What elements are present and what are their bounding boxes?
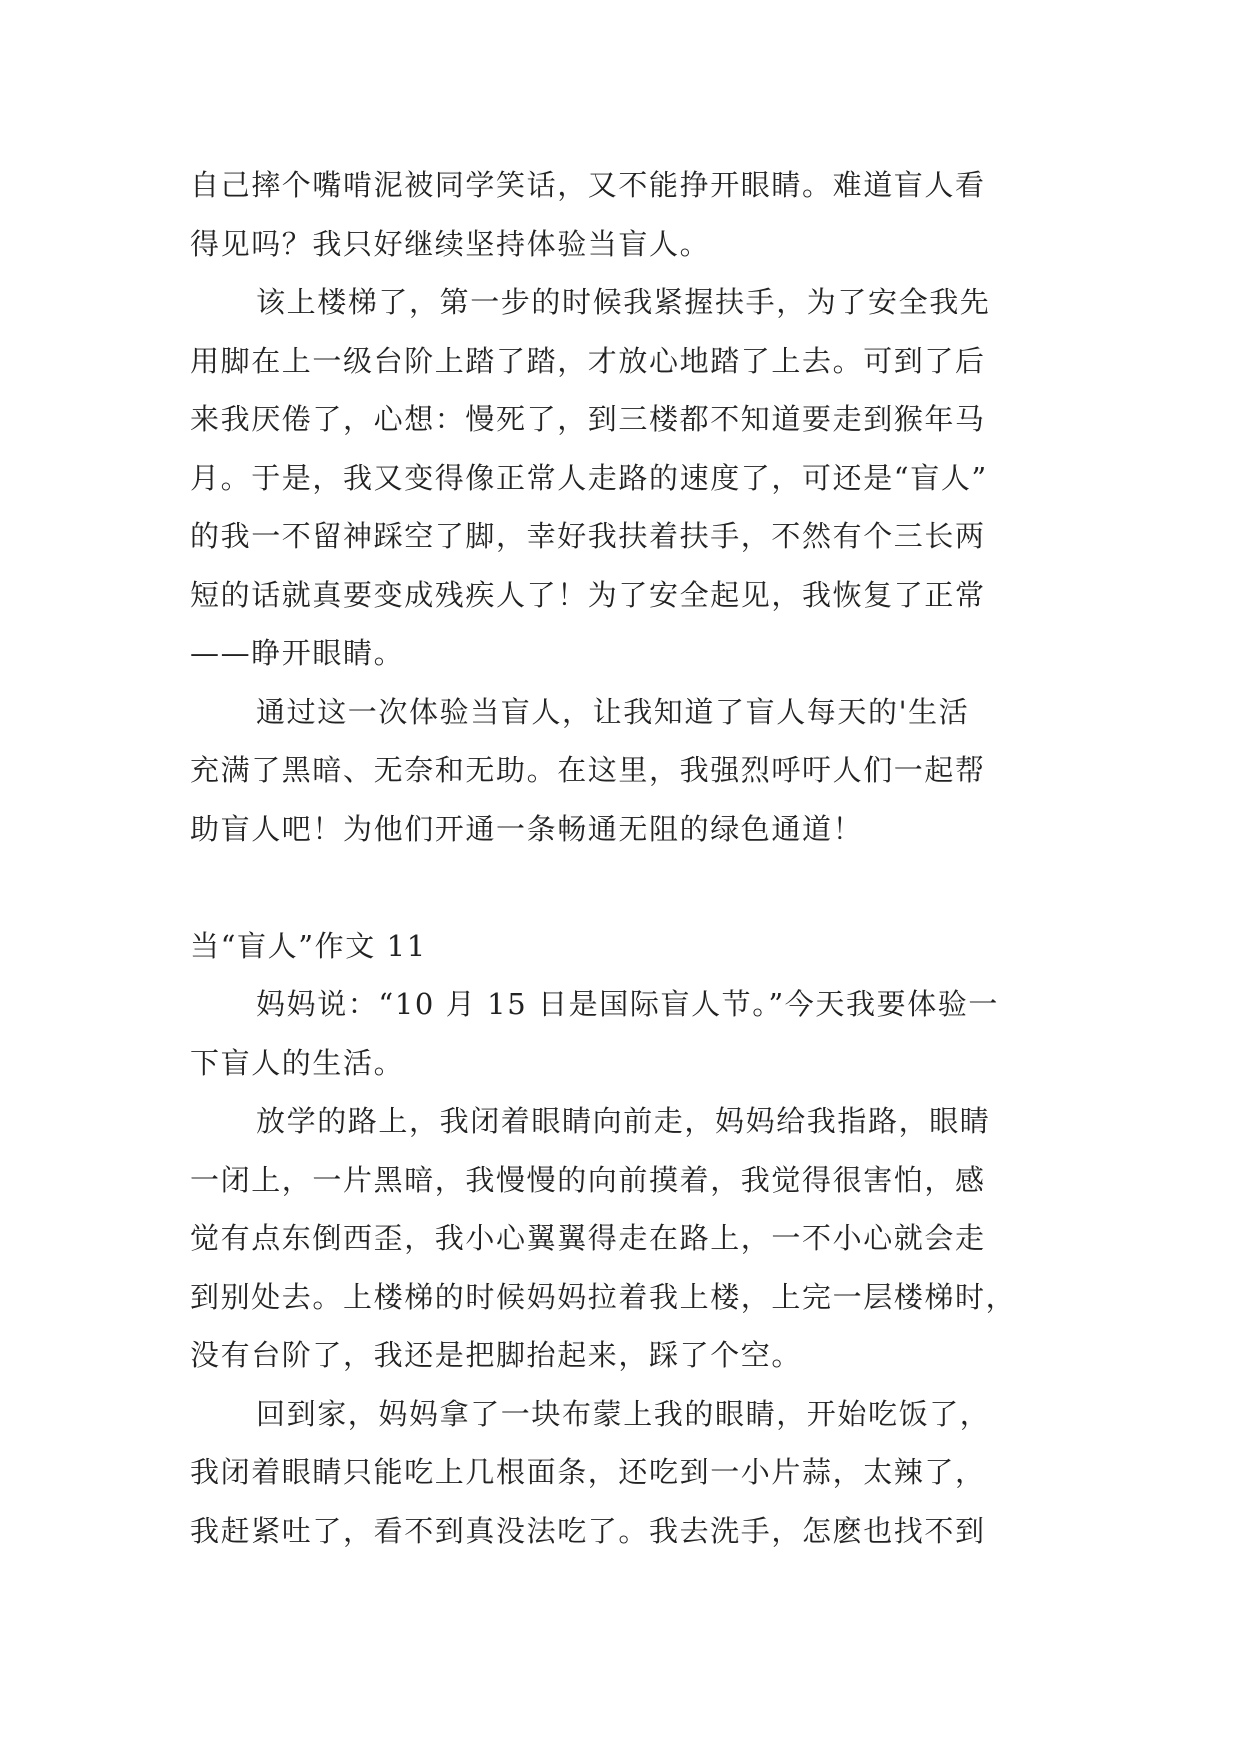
paragraph bbox=[190, 683, 1050, 859]
text-line: 的我一不留神踩空了脚，幸好我扶着扶手，不然有个三长两 bbox=[190, 519, 986, 553]
text-line: 月。于是，我又变得像正常人走路的速度了，可还是“盲人” bbox=[190, 460, 988, 495]
document-body bbox=[190, 156, 1050, 1560]
text-line: 我赶紧吐了，看不到真没法吃了。我去洗手，怎麽也找不到 bbox=[190, 1513, 986, 1548]
text-line: 妈妈说：“10 月 15 日是国际盲人节。”今天我要体验一 bbox=[256, 987, 1000, 1021]
paragraph bbox=[190, 273, 1050, 683]
text-line: 充满了黑暗、无奈和无助。在这里，我强烈呼吁人们一起帮 bbox=[190, 753, 986, 787]
text-line: ——睁开眼睛。 bbox=[190, 636, 405, 670]
text-line: 来我厌倦了，心想：慢死了，到三楼都不知道要走到猴年马 bbox=[190, 402, 986, 436]
paragraph bbox=[190, 975, 1050, 1092]
text-line: 我闭着眼睛只能吃上几根面条，还吃到一小片蒜，太辣了， bbox=[190, 1455, 986, 1489]
blank-line bbox=[190, 858, 1050, 917]
text-line: 到别处去。上楼梯的时候妈妈拉着我上楼，上完一层楼梯时， bbox=[190, 1279, 1017, 1314]
text-line: 该上楼梯了，第一步的时候我紧握扶手，为了安全我先 bbox=[256, 285, 991, 319]
text-line: 没有台阶了，我还是把脚抬起来，踩了个空。 bbox=[190, 1338, 803, 1372]
text-line: 觉有点东倒西歪，我小心翼翼得走在路上，一不小心就会走 bbox=[190, 1221, 986, 1255]
text-line: 自己摔个嘴啃泥被同学笑话，又不能挣开眼睛。难道盲人看 bbox=[190, 168, 986, 202]
text-line: 一闭上，一片黑暗，我慢慢的向前摸着，我觉得很害怕，感 bbox=[190, 1162, 986, 1197]
text-line: 下盲人的生活。 bbox=[190, 1045, 405, 1080]
text-line: 短的话就真要变成残疾人了！为了安全起见，我恢复了正常 bbox=[190, 577, 986, 612]
text-line: 回到家，妈妈拿了一块布蒙上我的眼睛，开始吃饭了， bbox=[256, 1396, 991, 1431]
section-title: 当“盲人”作文 11 bbox=[190, 928, 427, 963]
text-line: 助盲人吧！为他们开通一条畅通无阻的绿色通道！ bbox=[190, 811, 864, 846]
text-line: 通过这一次体验当盲人，让我知道了盲人每天的'生活 bbox=[256, 694, 970, 729]
text-line: 放学的路上，我闭着眼睛向前走，妈妈给我指路，眼睛 bbox=[256, 1104, 991, 1138]
text-line: 得见吗？我只好继续坚持体验当盲人。 bbox=[190, 226, 711, 261]
paragraph bbox=[190, 156, 1050, 273]
paragraph bbox=[190, 1385, 1050, 1561]
paragraph bbox=[190, 1092, 1050, 1385]
text-line: 用脚在上一级台阶上踏了踏，才放心地踏了上去。可到了后 bbox=[190, 343, 986, 378]
